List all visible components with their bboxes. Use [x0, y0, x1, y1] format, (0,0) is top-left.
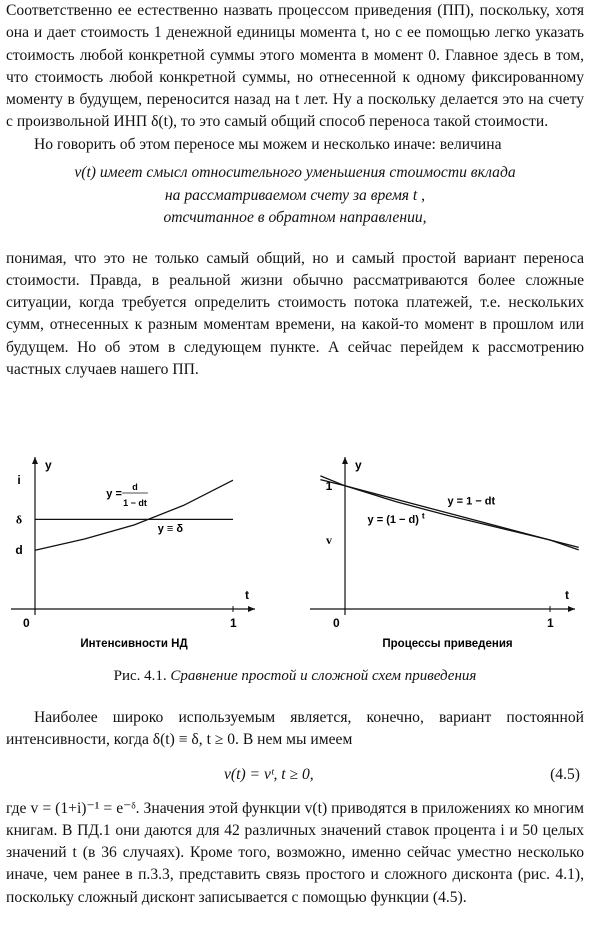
paragraph-4: Наиболее широко используемым является, конечно, вариант постоянной интенсивности, когда δ(t) ≡ δ, t ≥ 0. В нем мы имеем: [6, 709, 584, 749]
figure-caption: [0, 665, 590, 687]
y-axis-label: y: [355, 458, 362, 472]
chart-title: Процессы приведения: [382, 638, 513, 650]
text-block-top: [6, 0, 584, 381]
paragraph-5: где v = (1+i)⁻¹ = e⁻ᵟ. Значения этой функции v(t) приводятся в приложениях ко многим книгам. В ПД.1 они даются для 42 различных значений ставок процента i и 50 целых значений t (в 36 случаях). Кроме того, возможно, именно сейчас уместно несколько иначе, чем ранее в п.3.3, представить связь простого и сложного дисконта (рис. 4.1), поскольку сложный дисконт записывается с помощью функции (4.5).: [6, 799, 584, 906]
formula-text: v(t) = vᵗ, t ≥ 0,: [224, 765, 314, 783]
exp-label: y = (1 − d): [367, 513, 419, 526]
x-tick-label-0: 0: [333, 616, 340, 630]
x-axis-arrow: [568, 606, 575, 612]
curve-label-denominator: 1 − dt: [123, 497, 147, 508]
x-tick-label-0: 0: [23, 616, 30, 630]
y-tick-label-0: 1: [325, 478, 333, 493]
quote-block: [6, 162, 584, 230]
x-tick-label-1: 1: [230, 616, 237, 630]
quote-line-3: отсчитанное в обратном направлении,: [163, 209, 427, 227]
quote-line-1: v(t) имеет смысл относительного уменьшения стоимости вклада: [74, 164, 516, 182]
y-tick-label-1: v: [326, 533, 332, 548]
paragraph-2: Но говорить об этом переносе мы можем и несколько иначе: величина: [34, 135, 502, 153]
figure-4-1: [0, 447, 590, 662]
caption-text: Сравнение простой и сложной схем приведения: [170, 668, 477, 684]
x-axis-label: t: [565, 588, 569, 602]
x-axis-label: t: [245, 588, 249, 602]
y-axis-label: y: [45, 458, 52, 472]
y-tick-label-1: δ: [15, 512, 23, 527]
line-label: y = 1 − dt: [447, 495, 496, 508]
x-tick-label-1: 1: [547, 616, 554, 630]
quote-line-2: на рассматриваемом счету за время t ,: [164, 186, 426, 204]
paragraph-1: Соответственно ее естественно назвать процессом приведения (ПП), поскольку, хотя она и дает стоимость 1 денежной единицы момента t, но с ее помощью легко указать стоимость любой конкретной суммы этого момента в момент 0. Главное здесь в том, что стоимость любой конкретной суммы, но отнесенной к одному фиксированному моменту в будущем, переносится назад на t лет. Ну а поскольку делается это на счету с произвольной ИНП δ(t), то это самый общий способ переноса такой стоимости.: [6, 2, 584, 131]
chart-intensities: [5, 447, 275, 662]
chart-discount-processes: [300, 447, 590, 662]
formula-number: (4.5): [550, 765, 580, 783]
y-axis-arrow: [342, 457, 348, 464]
y-tick-label-0: i: [17, 473, 21, 488]
curve-label-numerator: d: [132, 482, 138, 492]
exp-label-superscript: t: [421, 510, 425, 521]
y-tick-label-2: d: [15, 543, 23, 558]
formula-4-5: [6, 756, 584, 796]
chart-title: Интенсивности НД: [80, 638, 188, 650]
paragraph-3: понимая, что это не только самый общий, но и самый простой вариант переноса стоимости. Правда, в реальной жизни обычно рассматриваются более сложные ситуации, когда требуется определить стоимость потока платежей, т.е. нескольких сумм, отнесенных к разным моментам времени, на какой-то момент в прошлом или будущем. Но об этом в следующем пункте. А сейчас перейдем к рассмотрению частных случаев нашего ПП.: [6, 249, 584, 379]
caption-prefix: Рис. 4.1.: [113, 668, 167, 684]
curve-label-lhs: y =: [106, 488, 122, 500]
const-label: y ≡ δ: [157, 523, 184, 535]
y-axis-arrow: [32, 457, 38, 464]
text-block-bottom: [6, 707, 584, 909]
x-axis-arrow: [248, 606, 255, 612]
